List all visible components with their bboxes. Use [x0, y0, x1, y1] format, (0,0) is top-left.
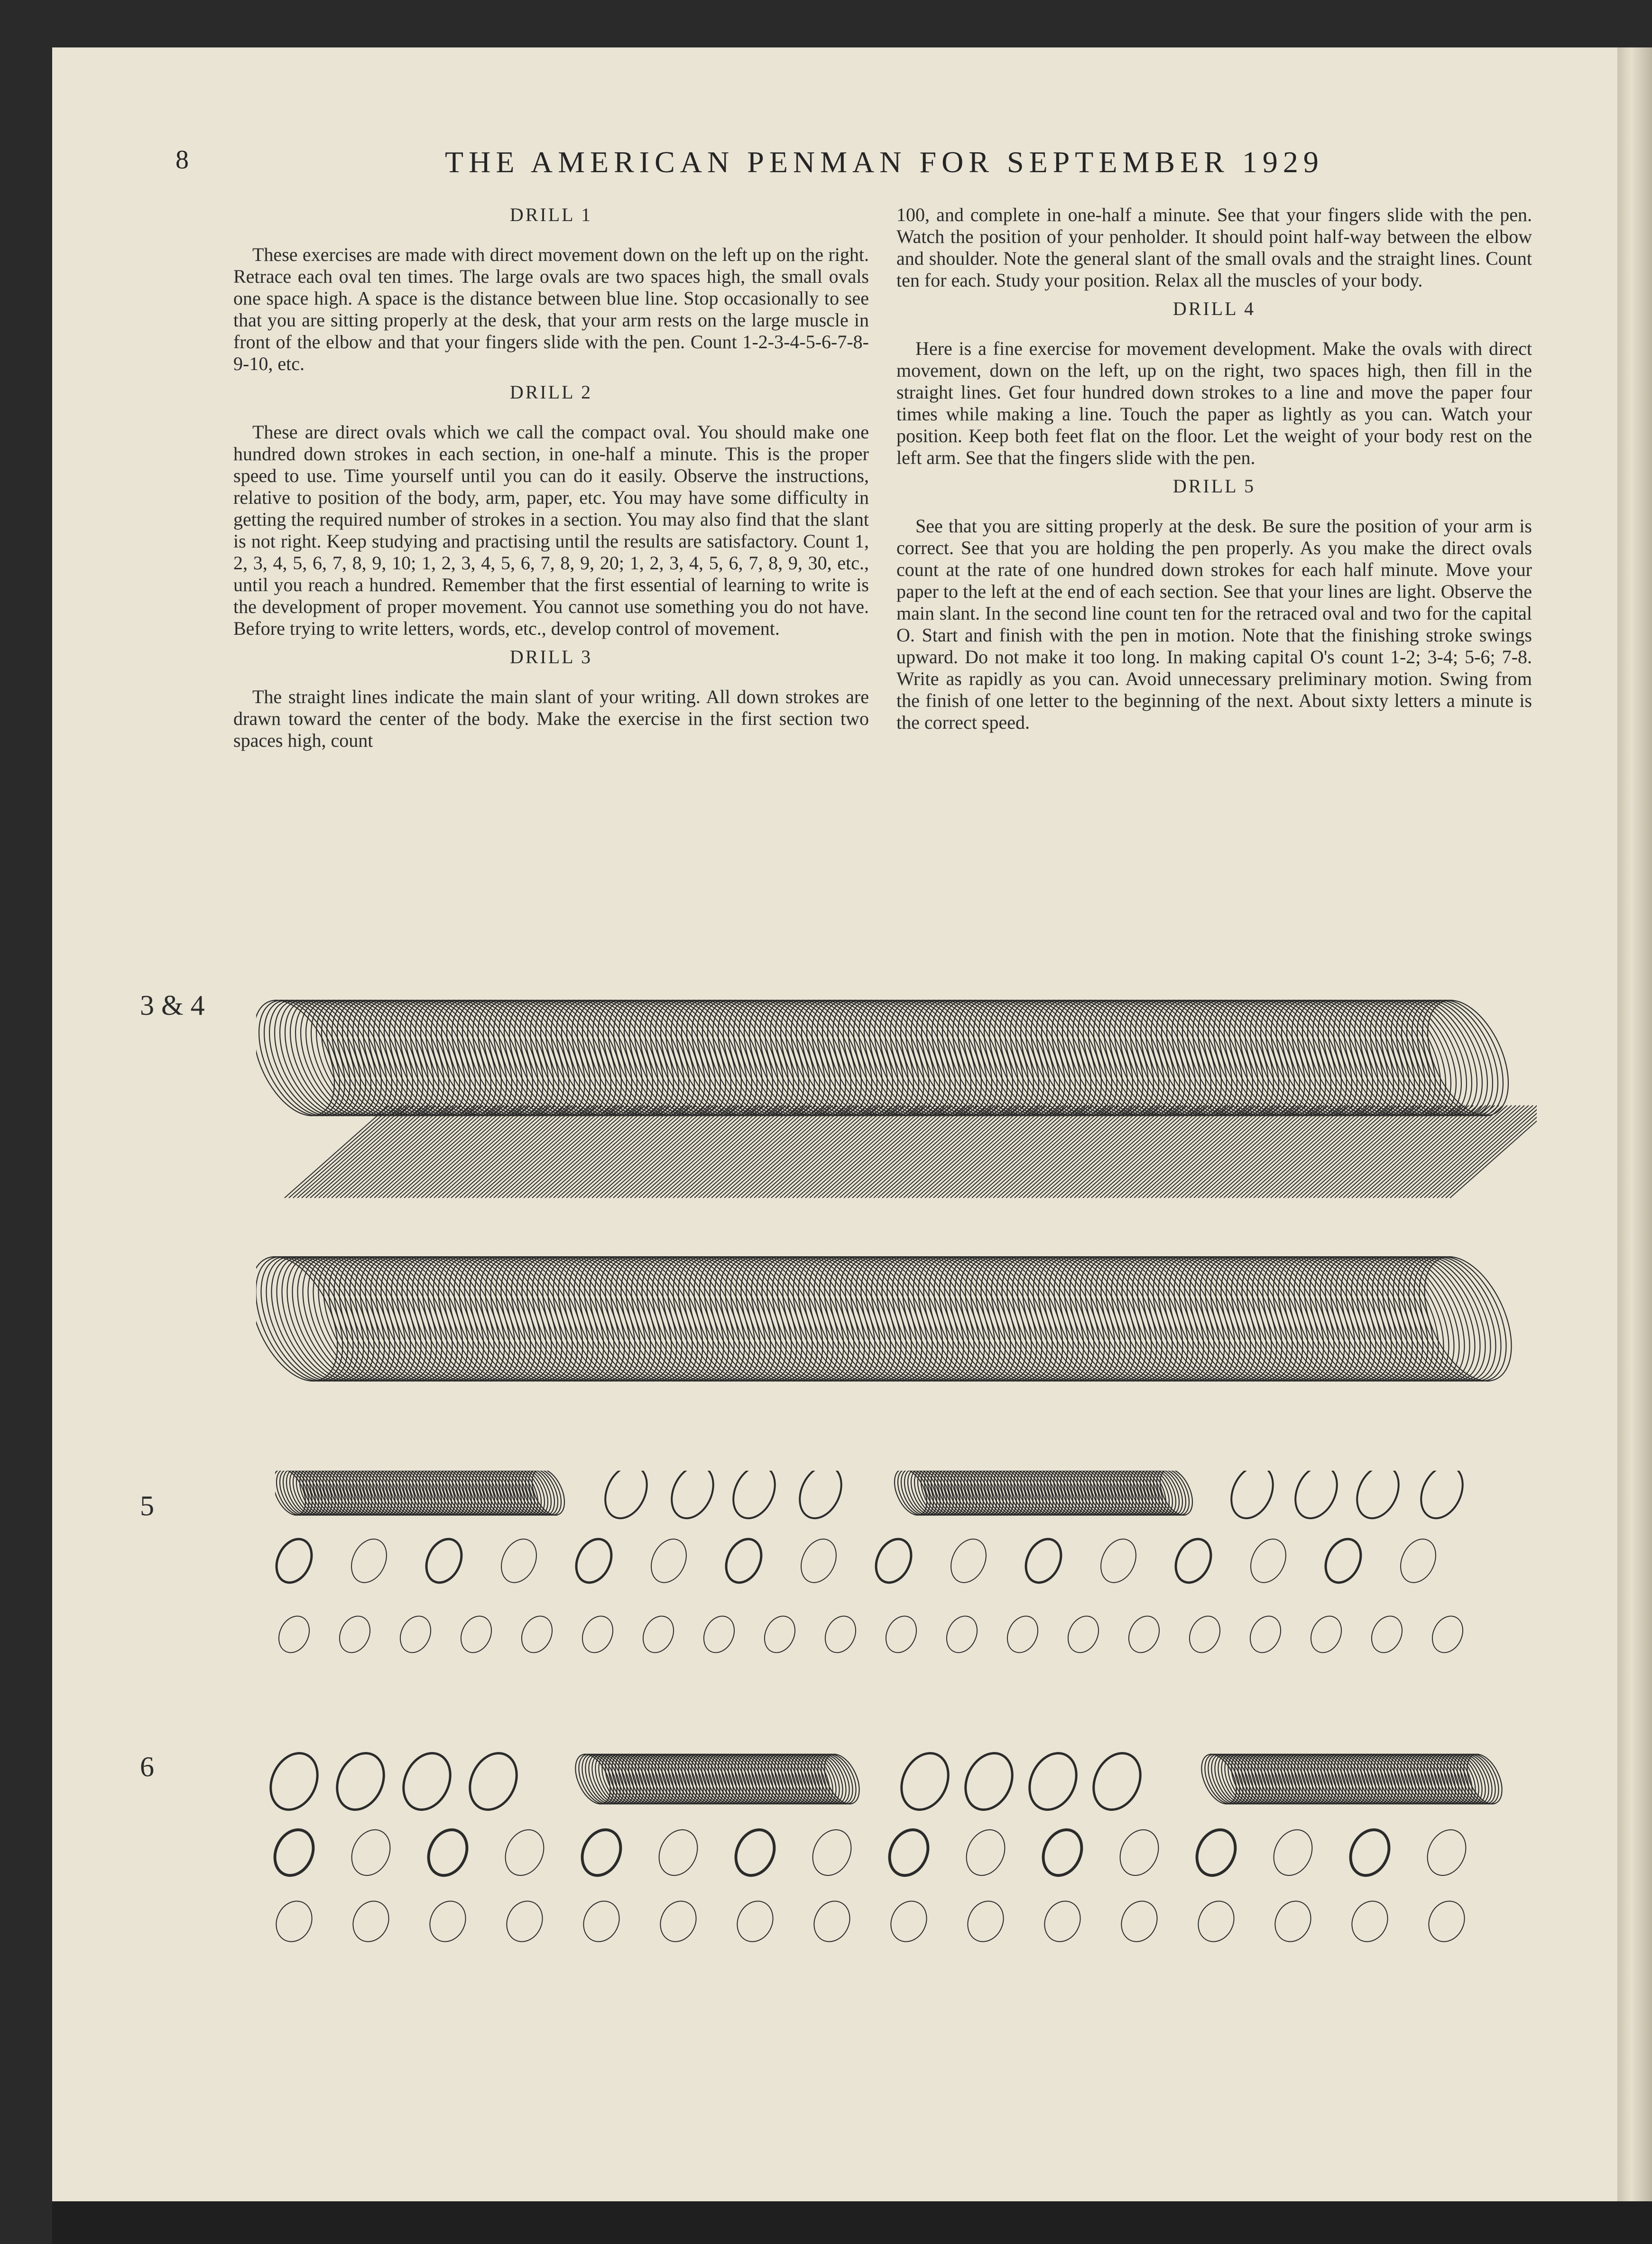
capital-c — [1343, 1824, 1396, 1882]
capital-c — [1113, 1824, 1165, 1882]
capital-c — [1266, 1824, 1319, 1882]
capital-c — [729, 1824, 781, 1882]
capital-c — [421, 1824, 474, 1882]
capital-c — [268, 1824, 320, 1882]
capital-o — [1413, 1471, 1471, 1525]
capital-o — [1319, 1533, 1367, 1588]
capital-o — [893, 1746, 957, 1817]
capital-c — [652, 1824, 704, 1882]
capital-o — [1223, 1471, 1281, 1525]
capital-o — [1184, 1611, 1226, 1658]
drill-6-plate — [266, 1746, 1537, 1950]
capital-o — [725, 1471, 783, 1525]
plate-label-3-4: 3 & 4 — [140, 990, 205, 1021]
capital-o — [516, 1611, 558, 1658]
capital-o — [698, 1611, 740, 1658]
capital-c — [347, 1895, 395, 1947]
capital-c — [1422, 1895, 1471, 1947]
capital-c — [959, 1824, 1012, 1882]
capital-c — [500, 1895, 549, 1947]
capital-c — [498, 1824, 551, 1882]
body-paragraph: Here is a fine exercise for movement development. Make the ovals with direct movement, down on the left, up on the right, two spaces high, then fill in the straight lines. Get four hundred down strokes to a line and move the paper four times while making a line. Touch the paper as lightly as you can. Watch your position. Keep both feet flat on the floor. Let the weight of your body rest on the left arm. See that the fingers slide with the pen. — [896, 338, 1532, 468]
capital-o — [664, 1471, 721, 1525]
capital-c — [805, 1824, 858, 1882]
capital-o — [495, 1533, 543, 1588]
drill-heading: DRILL 3 — [509, 646, 593, 668]
capital-c — [575, 1824, 628, 1882]
capital-o — [1349, 1471, 1407, 1525]
capital-o — [869, 1533, 918, 1588]
body-paragraph: The straight lines indicate the main slant of your writing. All down strokes are drawn toward the center of the body. Make the exercise in the first section two spaces high, count — [233, 686, 869, 751]
capital-o — [720, 1533, 768, 1588]
page-edge — [1617, 47, 1652, 2201]
capital-c — [961, 1895, 1010, 1947]
slant-lines-band — [285, 1105, 1537, 1198]
capital-c — [577, 1895, 626, 1947]
capital-o — [941, 1611, 983, 1658]
capital-o — [820, 1611, 861, 1658]
capital-c — [1192, 1895, 1240, 1947]
capital-c — [1269, 1895, 1317, 1947]
drill-3-4-oval-plate — [256, 982, 1537, 1390]
capital-c — [270, 1895, 318, 1947]
capital-c — [731, 1895, 779, 1947]
capital-c — [808, 1895, 856, 1947]
capital-o — [1169, 1533, 1218, 1588]
capital-o — [637, 1611, 679, 1658]
capital-c — [1115, 1895, 1163, 1947]
drill-heading: DRILL 1 — [509, 204, 593, 225]
body-paragraph: See that you are sitting properly at the desk. Be sure the position of your arm is correct. See that you are holding the pen properly. As you make the direct ovals count at the rate of one hundred down strokes for each half minute. Move your paper to the left at the end of each section. See that your lines are light. Observe the main slant. In the second line count ten for the retraced oval and two for the capital O. Start and finish with the pen in motion. Note that the finishing stroke swings upward. Do not make it too long. In making capital O's count 1-2; 3-4; 5-6; 7-8. Write as rapidly as you can. Avoid unnecessary preliminary motion. Swing from the finish of one letter to the beginning of the next. About sixty letters a minute is the correct speed. — [896, 515, 1532, 733]
capital-o — [275, 1533, 318, 1588]
capital-c — [654, 1895, 702, 1947]
capital-o — [334, 1611, 376, 1658]
capital-o — [1062, 1611, 1104, 1658]
page-header — [175, 145, 1551, 183]
body-paragraph: These are direct ovals which we call the compact oval. You should make one hundred down strokes in each section, in one-half a minute. This is the proper speed to use. Time yourself until you can do it easily. Observe the instructions, relative to position of the body, arm, paper, etc. You may have some difficulty in getting the required number of strokes in a section. You may also find that the slant is not right. Keep studying and practising until the results are satisfactory. Count 1, 2, 3, 4, 5, 6, 7, 8, 9, 10; 1, 2, 3, 4, 5, 6, 7, 8, 9, 20; 1, 2, 3, 4, 5, 6, 7, 8, 9, 30, etc., until you reach a hundred. Remember that the first essential of learning to write is the development of proper movement. You cannot use something you do not have. Before trying to write letters, words, etc., develop control of movement. — [233, 421, 869, 639]
capital-o — [597, 1471, 655, 1525]
capital-o — [957, 1746, 1021, 1817]
running-title: THE AMERICAN PENMAN FOR SEPTEMBER 1929 — [445, 145, 1324, 179]
capital-o — [759, 1611, 801, 1658]
capital-o — [792, 1471, 849, 1525]
capital-o — [1123, 1611, 1165, 1658]
capital-c — [1420, 1824, 1473, 1882]
capital-o — [880, 1611, 922, 1658]
capital-c — [885, 1895, 933, 1947]
capital-c — [1038, 1895, 1087, 1947]
capital-o — [1305, 1611, 1347, 1658]
capital-c — [1190, 1824, 1242, 1882]
drill-5-plate — [275, 1471, 1508, 1689]
capital-o — [395, 1746, 459, 1817]
capital-o — [328, 1746, 393, 1817]
capital-c — [1346, 1895, 1394, 1947]
capital-c — [882, 1824, 935, 1882]
capital-o — [420, 1533, 468, 1588]
drill-heading: DRILL 2 — [509, 381, 593, 403]
capital-o — [1244, 1533, 1292, 1588]
capital-o — [461, 1746, 526, 1817]
body-paragraph: 100, and complete in one-half a minute. See that your fingers slide with the pen. Watch the position of your penholder. It should point half-way between the elbow and shoulder. Note the general slant of the small ovals and the straight lines. Count ten for each. Study your position. Relax all the muscles of your body. — [896, 204, 1532, 291]
capital-o — [645, 1533, 693, 1588]
capital-o — [1021, 1746, 1085, 1817]
retraced-ovals-bottom-row — [256, 1243, 1529, 1390]
capital-o — [345, 1533, 393, 1588]
capital-c — [344, 1824, 397, 1882]
capital-o — [570, 1533, 618, 1588]
capital-o — [1085, 1746, 1149, 1817]
left-text-column — [233, 204, 869, 756]
capital-o — [1094, 1533, 1143, 1588]
page-number: 8 — [175, 145, 189, 175]
capital-c — [424, 1895, 472, 1947]
capital-o — [1245, 1611, 1286, 1658]
capital-o — [1287, 1471, 1345, 1525]
capital-o — [1002, 1611, 1043, 1658]
plate-label-5: 5 — [140, 1490, 154, 1521]
right-text-column — [896, 204, 1532, 738]
body-paragraph: These exercises are made with direct movement down on the left up on the right. Retrace each oval ten times. The large ovals are two spaces high, the small ovals one space high. A space is the distance between blue line. Stop occasionally to see that you are sitting properly at the desk, that your arm rests on the large muscle in front of the elbow and that your fingers slide with the pen. Count 1-2-3-4-5-6-7-8-9-10, etc. — [233, 244, 869, 374]
scan-background — [52, 2201, 1652, 2244]
plate-label-6: 6 — [140, 1751, 154, 1782]
drill-heading: DRILL 5 — [1172, 475, 1256, 497]
capital-o — [266, 1746, 326, 1817]
capital-o — [944, 1533, 993, 1588]
capital-o — [1394, 1533, 1442, 1588]
capital-o — [794, 1533, 843, 1588]
capital-o — [395, 1611, 436, 1658]
capital-o — [1019, 1533, 1068, 1588]
capital-o — [1427, 1611, 1468, 1658]
drill-heading: DRILL 4 — [1172, 298, 1256, 319]
capital-o — [275, 1611, 315, 1658]
capital-o — [1366, 1611, 1408, 1658]
capital-c — [1036, 1824, 1089, 1882]
capital-o — [577, 1611, 618, 1658]
capital-o — [455, 1611, 497, 1658]
